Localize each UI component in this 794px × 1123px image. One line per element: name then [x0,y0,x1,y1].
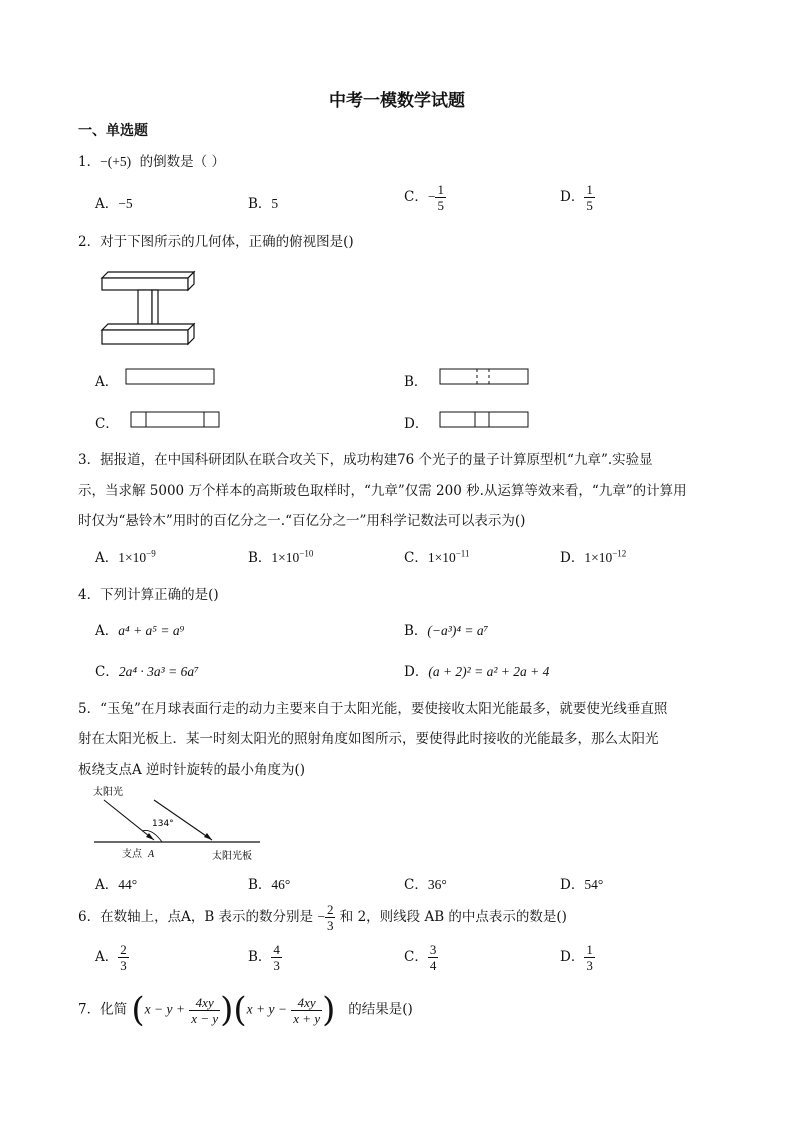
q3-option-a[interactable]: A．$1\times 10^{-9}$ [95,548,156,566]
q5-label-panel: 太阳光板 [212,851,252,862]
q6-option-c[interactable]: C． $\frac{3}{4}$ [404,942,437,973]
q1-option-c[interactable]: C．− $\frac{1}{5}$ [404,182,444,213]
question-7-stem: 7．化简 (x − y + $\frac{4xy}{x - y}$ )(x + y − $\frac{4xy}{x + y}$ ) 的结果是() [78,990,413,1030]
q2-view-a [125,368,217,386]
q6-option-b[interactable]: B． $\frac{4}{3}$ [248,942,280,973]
q6-option-d[interactable]: D． $\frac{1}{3}$ [560,942,593,973]
q1-option-b[interactable]: B．5 [248,196,279,212]
q1-option-a[interactable]: A．−5 [95,196,133,212]
q5-label-sun: 太阳光 [93,787,123,798]
q3-option-d[interactable]: D．$1\times 10^{-12}$ [560,548,627,566]
question-4-stem: 4．下列计算正确的是() [78,587,219,603]
question-3-line-1: 3．据报道，在中国科研团队在联合攻关下，成功构建76 个光子的量子计算原型机“九章”.实验显 [78,452,653,468]
page-title: 中考一模数学试题 [329,91,465,111]
q4-option-a[interactable]: A．a⁴ + a⁵ = a⁹ [95,623,185,639]
q4-option-d[interactable]: D．(a + 2)² = a² + 2a + 4 [404,664,550,680]
q4-option-b[interactable]: B．(−a³)⁴ = a⁷ [404,623,489,639]
q6-option-a[interactable]: A． $\frac{2}{3}$ [95,942,127,973]
question-5-line-1: 5．“玉兔”在月球表面行走的动力主要来自于太阳光能，要使接收太阳光能最多，就要使光线垂直照 [78,701,668,717]
question-6-stem: 6．在数轴上，点A，B 表示的数分别是 − $\frac{2}{3}$ 和 2，则线段 AB 的中点表示的数是() [78,902,567,933]
q2-option-a[interactable]: A． [95,374,119,390]
q2-option-d[interactable]: D． [404,416,429,432]
q5-label-angle: 134° [152,819,174,829]
q5-option-a[interactable]: A．44° [95,877,138,893]
section-heading: 一、单选题 [78,123,148,139]
q3-option-b[interactable]: B．$1\times 10^{-10}$ [248,548,314,566]
q3-option-c[interactable]: C．$1\times 10^{-11}$ [404,548,470,566]
question-3-line-2: 示，当求解 5000 万个样本的高斯玻色取样时，“九章”仅需 200 秒.从运算等效来看，“九章”的计算用 [78,483,687,499]
question-2-stem: 2．对于下图所示的几何体，正确的俯视图是() [78,234,354,250]
q5-option-c[interactable]: C．36° [404,877,447,893]
q4-option-c[interactable]: C．2a⁴ · 3a³ = 6a⁷ [95,664,199,680]
question-1-stem: 1．−(+5) 的倒数是（ ） [78,154,225,170]
q2-option-c[interactable]: C． [95,416,119,432]
q5-label-pivot-var: A [148,849,155,860]
question-3-line-3: 时仅为“悬铃木”用时的百亿分之一.“百亿分之一”用科学记数法可以表示为() [78,513,526,529]
q2-view-b [439,368,531,386]
q2-view-d [439,411,531,429]
q2-view-c [130,411,222,429]
q2-option-b[interactable]: B． [404,374,428,390]
q5-option-d[interactable]: D．54° [560,877,604,893]
q1-option-d[interactable]: D． $\frac{1}{5}$ [560,182,593,213]
q2-solid-figure [100,268,196,348]
question-5-line-2: 射在太阳光板上．某一时刻太阳光的照射角度如图所示，要使得此时接收的光能最多，那么太阳光 [78,731,659,747]
question-5-line-3: 板绕支点A 逆时针旋转的最小角度为() [78,762,306,778]
q5-option-b[interactable]: B．46° [248,877,291,893]
q5-sunlight-figure [90,782,270,866]
q5-label-pivot: 支点 [122,849,142,860]
